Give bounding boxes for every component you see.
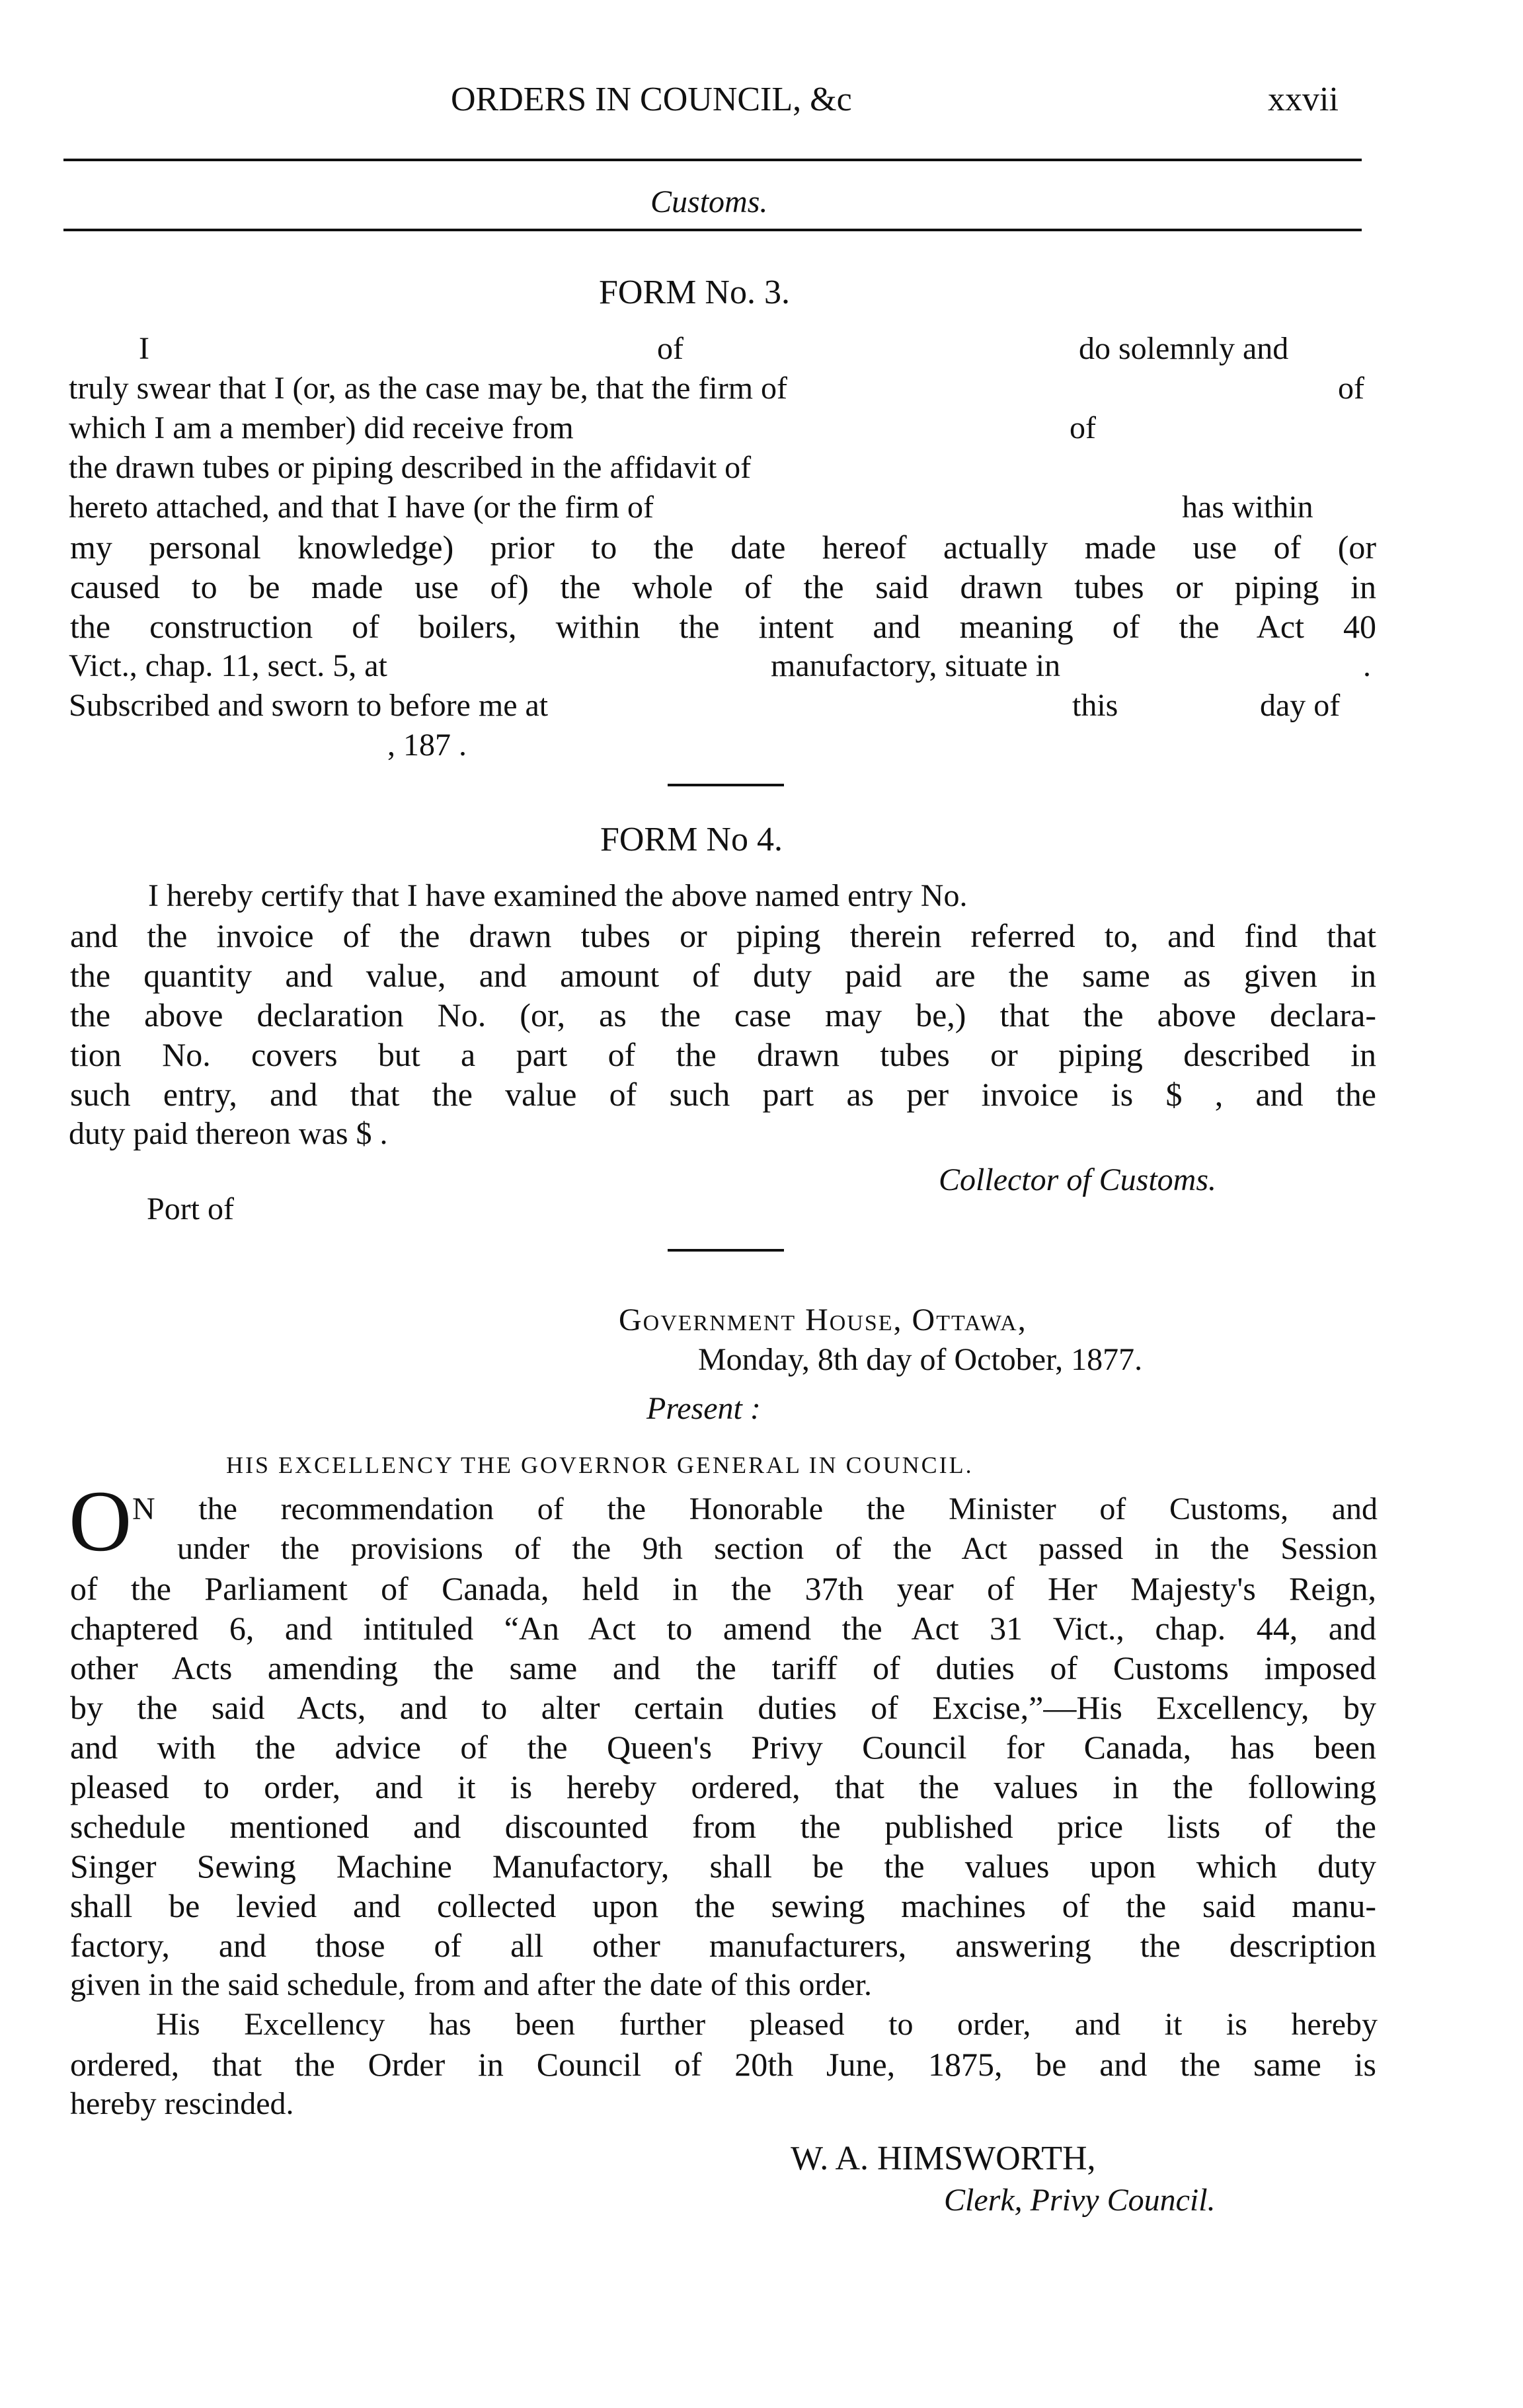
form3-line-10a: Subscribed and sworn to before me at — [69, 688, 549, 723]
form3-line-11: , 187 . — [387, 728, 467, 763]
form4-line-6: such entry, and that the value of such part as per invoice is $ , and the — [70, 1076, 1376, 1113]
order-signatory-title: Clerk, Privy Council. — [944, 2183, 1216, 2218]
form4-port: Port of — [147, 1191, 234, 1226]
order-para1-line-1: N the recommendation of the Honorable the Minister of Customs, and — [132, 1491, 1378, 1526]
form3-line-9a: Vict., chap. 11, sect. 5, at — [69, 648, 387, 683]
order-council: HIS EXCELLENCY THE GOVERNOR GENERAL IN COUNCIL. — [226, 1452, 974, 1478]
form4-line-5: tion No. covers but a part of the drawn tubes or piping described in — [70, 1036, 1376, 1073]
form3-line-2a: truly swear that I (or, as the case may be, that the firm of — [69, 371, 788, 406]
form3-line-1c: do solemnly and — [1079, 331, 1289, 366]
form3-line-8: the construction of boilers, within the intent and meaning of the Act 40 — [70, 608, 1376, 645]
form3-line-10b: this — [1072, 688, 1118, 723]
order-para1-line-5: other Acts amending the same and the tariff of duties of Customs imposed — [70, 1649, 1376, 1686]
order-para1-line-7: and with the advice of the Queen's Privy Council for Canada, has been — [70, 1729, 1376, 1766]
form3-line-9b: manufactory, situate in — [771, 648, 1061, 683]
form3-line-3a: which I am a member) did receive from — [69, 410, 574, 445]
form3-line-4: the drawn tubes or piping described in the affidavit of — [69, 450, 752, 485]
form3-line-6: my personal knowledge) prior to the date hereof actually made use of (or — [70, 529, 1376, 566]
form4-heading: FORM No 4. — [600, 821, 783, 858]
page-number: xxvii — [1268, 81, 1339, 118]
order-para2-line-3: hereby rescinded. — [70, 2086, 294, 2121]
order-para2-line-1: His Excellency has been further pleased to order, and it is hereby — [156, 2007, 1378, 2042]
form4-line-1: I hereby certify that I have examined the above named entry No. — [148, 878, 968, 913]
form4-line-2: and the invoice of the drawn tubes or piping therein referred to, and find that — [70, 917, 1376, 954]
form3-line-2b: of — [1338, 371, 1364, 406]
form3-line-5b: has within — [1182, 490, 1313, 525]
order-para1-line-12: factory, and those of all other manufacturers, answering the description — [70, 1927, 1376, 1964]
form3-line-1a: I — [139, 331, 149, 366]
header-rule-bottom — [63, 229, 1362, 231]
order-signatory: W. A. HIMSWORTH, — [791, 2140, 1096, 2177]
form4-line-3: the quantity and value, and amount of duty paid are the same as given in — [70, 957, 1376, 994]
order-para1-line-8: pleased to order, and it is hereby ordered, that the values in the following — [70, 1768, 1376, 1805]
order-para1-line-10: Singer Sewing Machine Manufactory, shall be the values upon which duty — [70, 1848, 1376, 1885]
order-para1-line-4: chaptered 6, and intituled “An Act to amend the Act 31 Vict., chap. 44, and — [70, 1610, 1376, 1647]
section-title: Customs. — [650, 184, 768, 219]
form3-line-1b: of — [657, 331, 683, 366]
form4-line-7: duty paid thereon was $ . — [69, 1116, 388, 1151]
form3-heading: FORM No. 3. — [599, 274, 790, 311]
form3-line-5a: hereto attached, and that I have (or the firm of — [69, 490, 654, 525]
order-para2-line-2: ordered, that the Order in Council of 20th June, 1875, be and the same is — [70, 2046, 1376, 2083]
form4-signature: Collector of Customs. — [939, 1162, 1217, 1197]
order-place — [619, 1300, 1027, 1340]
order-para1-line-13: given in the said schedule, from and after the date of this order. — [70, 1967, 872, 2002]
order-para1-line-2: under the provisions of the 9th section of the Act passed in the Session — [177, 1531, 1378, 1566]
order-date: Monday, 8th day of October, 1877. — [698, 1342, 1143, 1377]
form4-divider — [668, 1249, 784, 1252]
form3-line-3b: of — [1070, 410, 1096, 445]
order-para1-line-6: by the said Acts, and to alter certain duties of Excise,”—His Excellency, by — [70, 1689, 1376, 1726]
order-para1-line-9: schedule mentioned and discounted from the published price lists of the — [70, 1808, 1376, 1845]
form4-line-4: the above declaration No. (or, as the case may be,) that the above declara- — [70, 997, 1376, 1034]
order-place-text: Government House, Ottawa, — [619, 1302, 1027, 1337]
running-title: ORDERS IN COUNCIL, &c — [451, 81, 852, 118]
order-para1-line-11: shall be levied and collected upon the sewing machines of the said manu- — [70, 1887, 1376, 1924]
form3-line-10c: day of — [1260, 688, 1341, 723]
form3-line-9c: . — [1363, 648, 1371, 683]
order-present: Present : — [646, 1391, 761, 1426]
order-dropcap: O — [69, 1472, 132, 1569]
order-para1-line-3: of the Parliament of Canada, held in the 37th year of Her Majesty's Reign, — [70, 1570, 1376, 1607]
form3-line-7: caused to be made use of) the whole of the said drawn tubes or piping in — [70, 568, 1376, 605]
header-rule-top — [63, 159, 1362, 161]
form3-divider — [668, 784, 784, 786]
